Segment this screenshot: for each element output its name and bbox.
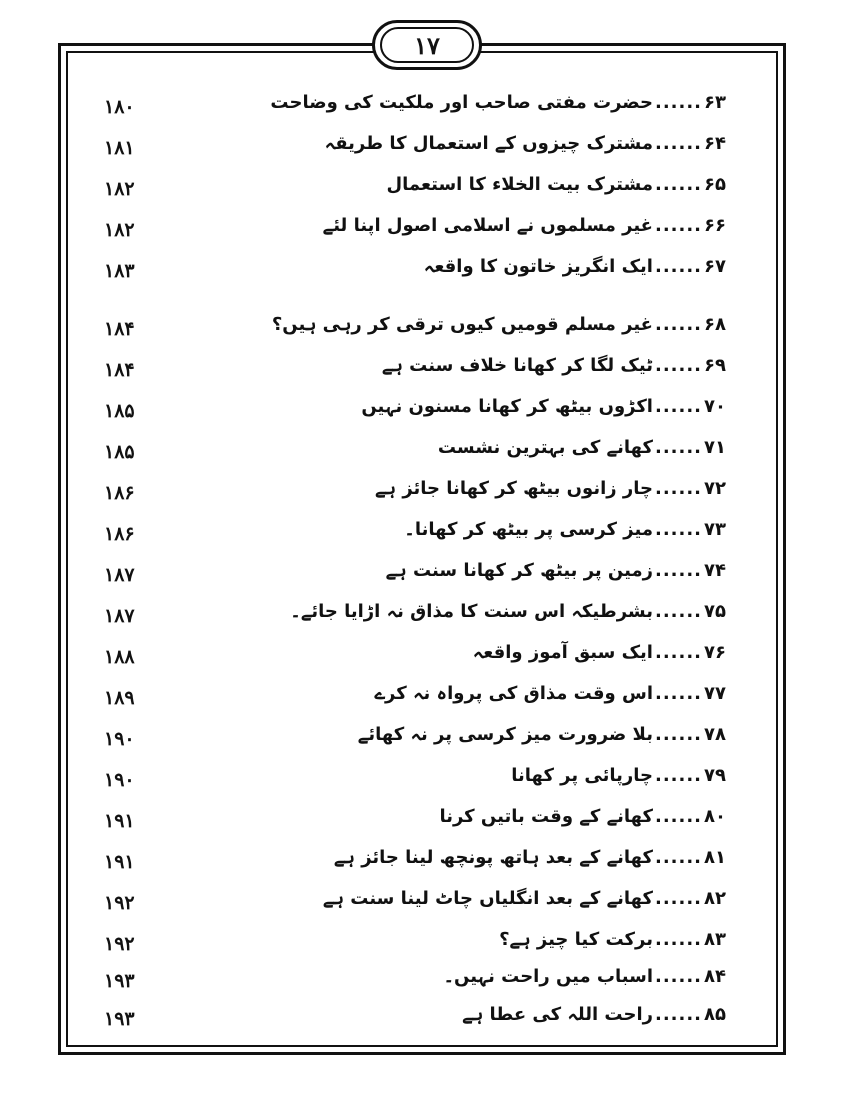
entry-dots: ...... (654, 560, 703, 581)
toc-entry (462, 998, 726, 1032)
toc-row (0, 513, 852, 547)
toc-row (0, 759, 852, 793)
entry-page: ۱۸۱ (104, 137, 135, 159)
entry-title: مشترک بیت الخلاء کا استعمال (386, 174, 653, 195)
entry-number: ۶۷ (704, 256, 726, 277)
toc-entry (424, 250, 726, 284)
entry-dots: ...... (654, 396, 703, 417)
entry-number: ۸۴ (704, 966, 726, 987)
entry-title: راحت اللہ کی عطا ہے (462, 1004, 653, 1025)
toc-row (0, 390, 852, 424)
toc-row (0, 960, 852, 994)
toc-entry (325, 127, 726, 161)
toc-entry (386, 554, 726, 588)
entry-page: ۱۹۲ (104, 892, 135, 914)
entry-dots: ...... (654, 314, 703, 335)
toc-row (0, 431, 852, 465)
entry-page: ۱۸۵ (104, 400, 135, 422)
entry-page: ۱۸۷ (104, 564, 135, 586)
entry-dots: ...... (654, 215, 703, 236)
entry-number: ۷۲ (704, 478, 726, 499)
entry-page: ۱۸۶ (104, 523, 135, 545)
entry-page: ۱۸۸ (104, 646, 135, 668)
entry-dots: ...... (654, 966, 703, 987)
entry-title: ایک انگریز خاتون کا واقعہ (423, 256, 653, 277)
entry-page: ۱۹۲ (104, 933, 135, 955)
entry-dots: ...... (654, 256, 703, 277)
toc-row (0, 472, 852, 506)
entry-title: برکت کیا چیز ہے؟ (499, 929, 653, 950)
toc-row (0, 677, 852, 711)
entry-page: ۱۹۰ (104, 769, 135, 791)
toc-row (0, 209, 852, 243)
toc-row (0, 168, 852, 202)
page-number: ۱۷ (380, 27, 474, 63)
toc-row (0, 250, 852, 284)
entry-page: ۱۸۳ (104, 260, 135, 282)
entry-title: چار زانوں بیٹھ کر کھانا جائز ہے (374, 478, 653, 499)
entry-page: ۱۸۴ (104, 359, 135, 381)
toc-row (0, 127, 852, 161)
toc-row (0, 554, 852, 588)
entry-number: ۸۲ (704, 888, 726, 909)
entry-dots: ...... (654, 642, 703, 663)
entry-number: ۷۷ (704, 683, 726, 704)
toc-entry (270, 86, 726, 120)
toc-entry (443, 960, 726, 994)
entry-title: غیر مسلم قومیں کیوں ترقی کر رہی ہیں؟ (271, 314, 653, 335)
entry-title: اس وقت مذاق کی پرواہ نہ کرے (374, 683, 653, 704)
entry-title: کھانے کے بعد ہاتھ پونچھ لینا جائز ہے (333, 847, 653, 868)
entry-dots: ...... (654, 765, 703, 786)
entry-page: ۱۹۳ (104, 1008, 135, 1030)
toc-entry (511, 759, 726, 793)
toc-row (0, 86, 852, 120)
entry-dots: ...... (654, 1004, 703, 1025)
entry-page: ۱۸۷ (104, 605, 135, 627)
entry-dots: ...... (654, 355, 703, 376)
entry-page: ۱۸۲ (104, 219, 135, 241)
entry-number: ۷۳ (704, 519, 726, 540)
toc-entry (323, 882, 726, 916)
entry-number: ۸۰ (704, 806, 726, 827)
entry-dots: ...... (654, 478, 703, 499)
toc-entry (439, 800, 726, 834)
toc-entry (382, 349, 726, 383)
entry-dots: ...... (654, 724, 703, 745)
entry-page: ۱۸۲ (104, 178, 135, 200)
entry-number: ۷۱ (704, 437, 726, 458)
entry-dots: ...... (654, 133, 703, 154)
entry-dots: ...... (654, 806, 703, 827)
entry-number: ۸۱ (704, 847, 726, 868)
toc-row (0, 595, 852, 629)
entry-title: اکڑوں بیٹھ کر کھانا مسنون نہیں (361, 396, 653, 417)
toc-row (0, 636, 852, 670)
entry-page: ۱۹۱ (104, 851, 135, 873)
toc-row (0, 998, 852, 1032)
entry-number: ۷۰ (704, 396, 726, 417)
entry-dots: ...... (654, 92, 703, 113)
entry-number: ۶۸ (704, 314, 726, 335)
toc-row (0, 841, 852, 875)
toc-entry (361, 390, 726, 424)
entry-title: کھانے کی بہترین نشست (437, 437, 653, 458)
toc-entry (272, 308, 726, 342)
entry-number: ۷۸ (704, 724, 726, 745)
entry-title: ٹیک لگا کر کھانا خلاف سنت ہے (381, 355, 653, 376)
entry-page: ۱۸۴ (104, 318, 135, 340)
entry-dots: ...... (654, 437, 703, 458)
toc-entry (334, 841, 726, 875)
toc-row (0, 308, 852, 342)
toc-row (0, 718, 852, 752)
toc-entry (323, 209, 726, 243)
entry-page: ۱۸۰ (104, 96, 135, 118)
entry-page: ۱۹۱ (104, 810, 135, 832)
entry-page: ۱۹۳ (104, 970, 135, 992)
entry-page: ۱۸۶ (104, 482, 135, 504)
entry-number: ۶۵ (704, 174, 726, 195)
toc-entry (499, 923, 726, 957)
toc-entry (290, 595, 726, 629)
entry-number: ۷۶ (704, 642, 726, 663)
entry-number: ۶۴ (704, 133, 726, 154)
entry-title: بشرطیکہ اس سنت کا مذاق نہ اڑایا جائے۔ (290, 601, 653, 622)
entry-dots: ...... (654, 929, 703, 950)
entry-number: ۷۹ (704, 765, 726, 786)
entry-page: ۱۸۵ (104, 441, 135, 463)
entry-page: ۱۸۹ (104, 687, 135, 709)
toc-entry (404, 513, 726, 547)
toc-entry (375, 472, 726, 506)
entry-title: غیر مسلموں نے اسلامی اصول اپنا لئے (322, 215, 653, 236)
entry-title: کھانے کے وقت باتیں کرنا (439, 806, 653, 827)
toc-row (0, 882, 852, 916)
entry-dots: ...... (654, 519, 703, 540)
entry-title: اسباب میں راحت نہیں۔ (443, 966, 653, 987)
toc-entry (473, 636, 726, 670)
entry-number: ۶۶ (704, 215, 726, 236)
toc-entry (358, 718, 726, 752)
entry-number: ۸۳ (704, 929, 726, 950)
entry-title: ایک سبق آموز واقعہ (472, 642, 653, 663)
toc-entry (374, 677, 726, 711)
toc-row (0, 923, 852, 957)
entry-title: حضرت مفتی صاحب اور ملکیت کی وضاحت (270, 92, 653, 113)
entry-number: ۷۵ (704, 601, 726, 622)
entry-title: چارپائی پر کھانا (511, 765, 653, 786)
entry-title: کھانے کے بعد انگلیاں چاٹ لینا سنت ہے (322, 888, 653, 909)
entry-dots: ...... (654, 888, 703, 909)
entry-number: ۶۹ (704, 355, 726, 376)
entry-title: بلا ضرورت میز کرسی پر نہ کھائے (357, 724, 653, 745)
entry-dots: ...... (654, 174, 703, 195)
entry-dots: ...... (654, 847, 703, 868)
entry-dots: ...... (654, 683, 703, 704)
entry-number: ۷۴ (704, 560, 726, 581)
entry-page: ۱۹۰ (104, 728, 135, 750)
entry-number: ۸۵ (704, 1004, 726, 1025)
entry-number: ۶۳ (704, 92, 726, 113)
toc-entry (438, 431, 726, 465)
toc-row (0, 349, 852, 383)
toc-entry (387, 168, 727, 202)
entry-title: میز کرسی پر بیٹھ کر کھانا۔ (404, 519, 653, 540)
toc-row (0, 800, 852, 834)
entry-title: مشترک چیزوں کے استعمال کا طریقہ (324, 133, 653, 154)
entry-dots: ...... (654, 601, 703, 622)
entry-title: زمین پر بیٹھ کر کھانا سنت ہے (385, 560, 653, 581)
